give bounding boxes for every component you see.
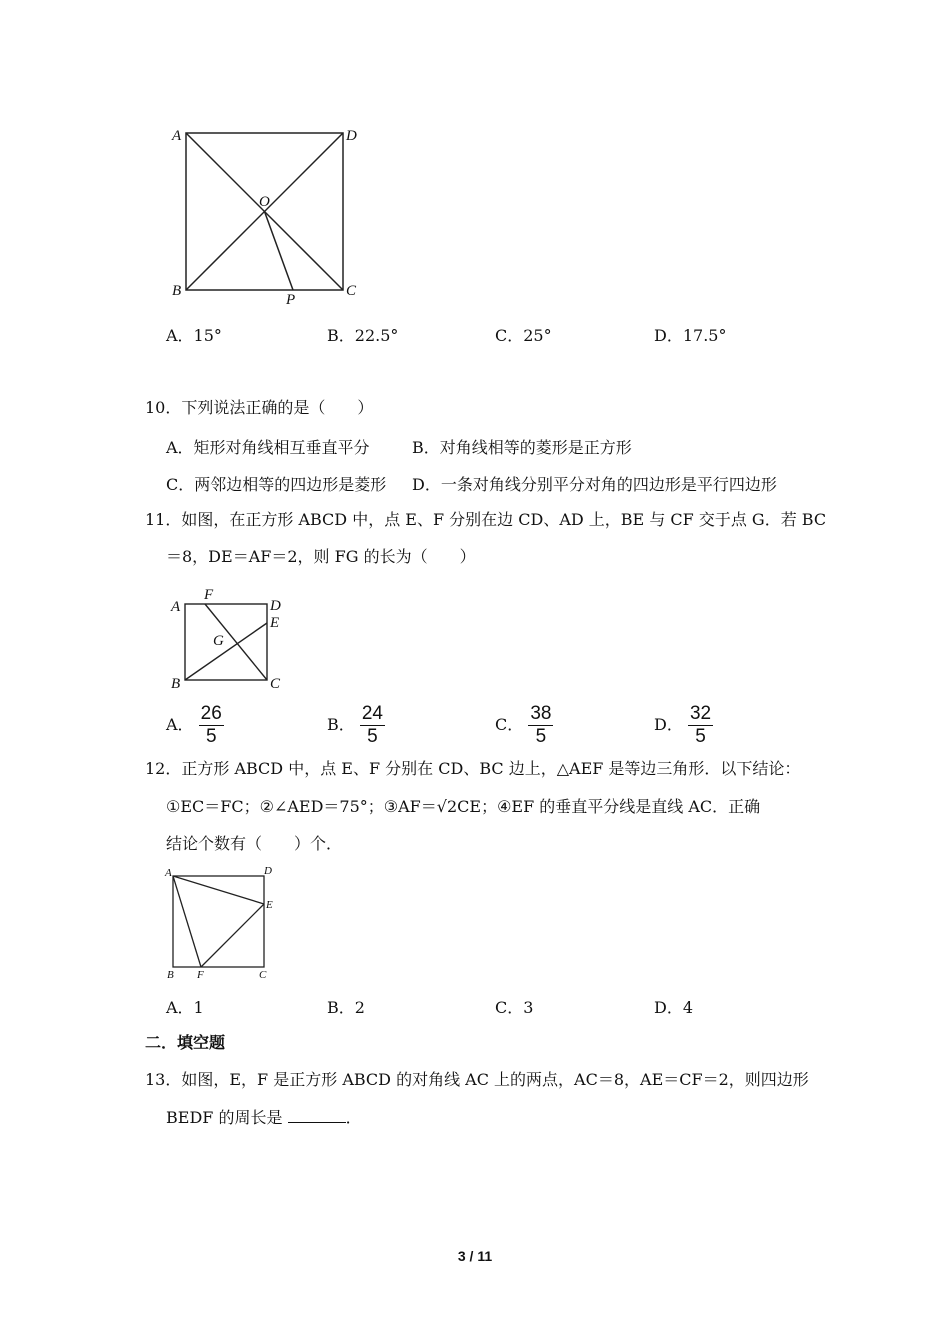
q13-stem-line1: 13．如图，E，F 是正方形 ABCD 的对角线 AC 上的两点，AC＝8，AE＝CF＝2，则四边形: [145, 1070, 809, 1089]
q12-stem-line3: 结论个数有（ ）个．: [166, 834, 343, 853]
q11-option-c-numerator: 38: [530, 703, 552, 724]
q13-answer-blank[interactable]: [288, 1108, 346, 1123]
q10-option-a: A．矩形对角线相互垂直平分: [166, 438, 370, 457]
q10-option-d: D．一条对角线分别平分对角的四边形是平行四边形: [412, 475, 777, 494]
q11-label-c: C: [270, 676, 281, 692]
q12-stem-line2: ①EC＝FC；②∠AED＝75°；③AF＝√2CE；④EF 的垂直平分线是直线 AC．正确: [166, 797, 761, 816]
q11-option-d-letter: D．: [654, 715, 683, 734]
q9-option-b: B．22.5°: [327, 326, 399, 345]
q11-option-c-denominator: 5: [535, 726, 547, 747]
q12-option-c: C．3: [495, 998, 534, 1017]
q12-option-b: B．2: [327, 998, 365, 1017]
q9-label-c: C: [346, 283, 357, 299]
q11-label-g: G: [213, 633, 224, 649]
q11-label-b: B: [171, 676, 181, 692]
q12-label-e: E: [266, 899, 273, 911]
section-heading-fill-in: 二．填空题: [145, 1033, 226, 1052]
q9-label-b: B: [172, 283, 182, 299]
q9-label-o: O: [259, 194, 270, 210]
q12-option-a: A．1: [166, 998, 204, 1017]
q12-option-d: D．4: [654, 998, 694, 1017]
q10-stem: 10．下列说法正确的是（ ）: [145, 398, 374, 417]
q11-option-b-denominator: 5: [367, 726, 378, 747]
q13-stem-line2: [166, 1107, 362, 1129]
q12-segment-ae: [173, 876, 264, 904]
q11-option-a-numerator: 26: [200, 703, 222, 724]
q12-stem-line1: 12．正方形 ABCD 中，点 E、F 分别在 CD、BC 边上，△AEF 是等边三角形．以下结论：: [145, 759, 801, 778]
page-number: 3 / 11: [457, 1248, 493, 1264]
q11-stem-line1: 11．如图，在正方形 ABCD 中，点 E、F 分别在边 CD、AD 上，BE 与 CF 交于点 G．若 BC: [145, 510, 827, 529]
q12-segment-ef: [201, 904, 264, 967]
q11-option-b-letter: B．: [327, 715, 355, 734]
q13-stem-line2-text: BEDF 的周长是: [166, 1108, 283, 1127]
q11-option-a-denominator: 5: [205, 726, 217, 747]
q10-option-c: C．两邻边相等的四边形是菱形: [166, 475, 387, 494]
q12-label-d: D: [264, 865, 272, 877]
q9-label-a: A: [172, 128, 182, 144]
q11-option-c-letter: C．: [495, 715, 524, 734]
q12-label-b: B: [167, 969, 174, 981]
q11-option-d-numerator: 32: [689, 703, 712, 724]
q11-label-e: E: [270, 615, 280, 631]
q9-label-d: D: [346, 128, 357, 144]
q13-stem-line2-end: ．: [345, 1108, 362, 1127]
q9-option-d: D．17.5°: [654, 326, 727, 345]
q9-option-a: A．15°: [166, 326, 222, 345]
q10-option-b: B．对角线相等的菱形是正方形: [412, 438, 632, 457]
q11-label-a: A: [171, 599, 181, 615]
q12-label-f: F: [197, 969, 204, 981]
q11-label-d: D: [270, 598, 281, 614]
q11-label-f: F: [204, 587, 214, 603]
q11-stem-line2: ＝8，DE＝AF＝2，则 FG 的长为（ ）: [166, 547, 476, 566]
q9-label-p: P: [286, 292, 296, 308]
q12-segment-af: [173, 876, 201, 967]
q11-option-a-letter: A．: [166, 715, 194, 734]
q9-option-c: C．25°: [495, 326, 552, 345]
q11-option-d-denominator: 5: [695, 726, 706, 747]
q12-label-a: A: [165, 867, 172, 879]
q11-option-b-numerator: 24: [361, 703, 383, 724]
q12-label-c: C: [259, 969, 267, 981]
